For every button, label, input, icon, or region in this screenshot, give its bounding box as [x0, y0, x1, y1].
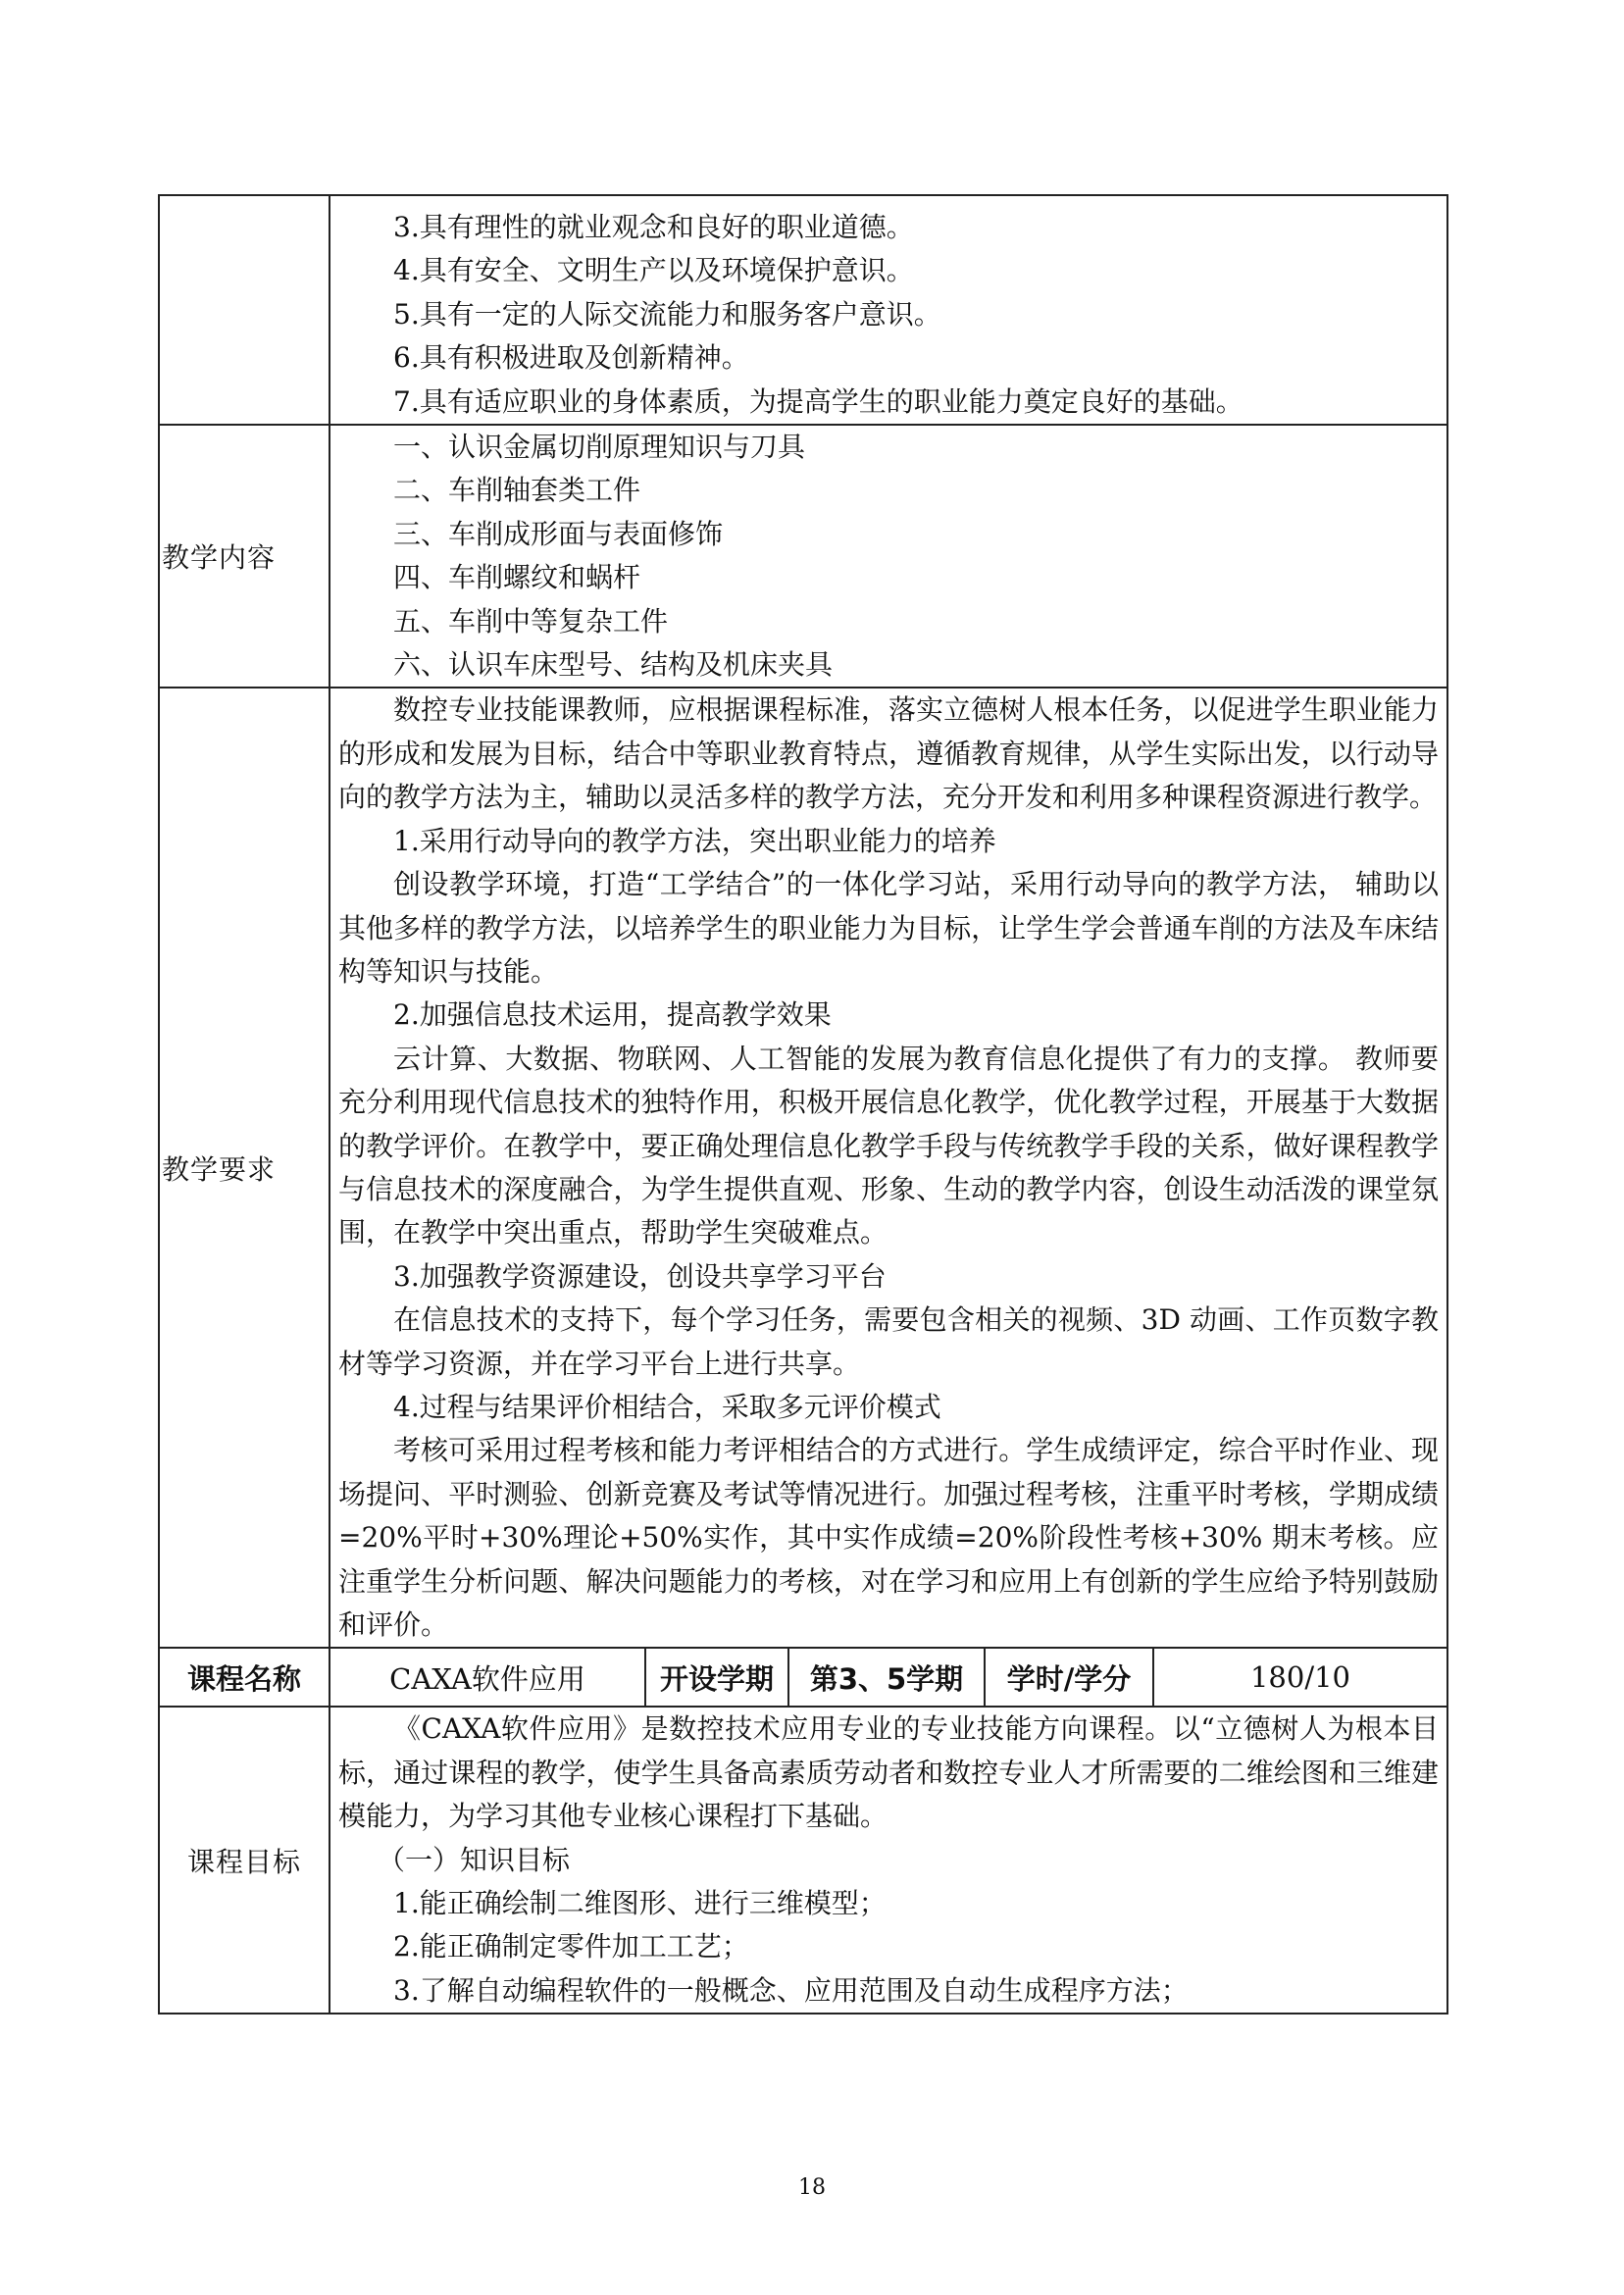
requirement-paragraph: 在信息技术的支持下，每个学习任务，需要包含相关的视频、3D 动画、工作页数字教材等学习资源，并在学习平台上进行共享。 [338, 1303, 1440, 1380]
teaching-content-list [330, 425, 1447, 688]
teaching-content-label: 教学内容 [159, 425, 330, 688]
teaching-requirements-row [159, 688, 1447, 1648]
goals-item: 3.了解自动编程软件的一般概念、应用范围及自动生成程序方法； [393, 1973, 1189, 2007]
requirement-paragraph: 创设教学环境，打造“工学结合”的一体化学习站，采用行动导向的教学方法， 辅助以其他多样的教学方法，以培养学生的职业能力为目标，让学生学会普通车削的方法及车床结构等知识与技能。 [338, 868, 1440, 988]
qualities-content [330, 195, 1447, 425]
course-goals-label: 课程目标 [159, 1707, 330, 2014]
content-item: 二、车削轴套类工件 [393, 474, 641, 507]
course-goals-row [159, 1707, 1447, 2014]
goals-subheading: （一）知识目标 [378, 1843, 571, 1876]
goals-item: 2.能正确制定零件加工工艺； [393, 1930, 749, 1964]
requirement-heading: 4.过程与结果评价相结合，采取多元评价模式 [393, 1390, 941, 1423]
course-name-label: 课程名称 [159, 1648, 330, 1707]
content-item: 三、车削成形面与表面修饰 [393, 517, 724, 550]
hours-value: 180/10 [1153, 1648, 1447, 1707]
content-item: 五、车削中等复杂工件 [393, 604, 669, 638]
course-name-value: CAXA软件应用 [330, 1648, 645, 1707]
requirement-heading: 1.采用行动导向的教学方法，突出职业能力的培养 [393, 824, 996, 857]
page-number: 18 [798, 2175, 826, 2200]
quality-item: 3.具有理性的就业观念和良好的职业道德。 [393, 211, 914, 243]
goals-paragraph: 《CAXA软件应用》是数控技术应用专业的专业技能方向课程。以“立德树人为根本目标，通过课程的教学，使学生具备高素质劳动者和数控专业人才所需要的二维绘图和三维建模能力，为学习其他专业核心课程打下基础。 [338, 1712, 1440, 1833]
quality-item: 7.具有适应职业的身体素质，为提高学生的职业能力奠定良好的基础。 [393, 384, 1243, 418]
semester-value: 第3、5学期 [788, 1648, 985, 1707]
goals-item: 1.能正确绘制二维图形、进行三维模型； [393, 1887, 887, 1920]
course-goals-text [330, 1707, 1447, 2014]
content-item: 一、认识金属切削原理知识与刀具 [393, 431, 806, 464]
semester-label: 开设学期 [645, 1648, 788, 1707]
requirement-heading: 2.加强信息技术运用，提高教学效果 [393, 998, 832, 1032]
content-item: 六、认识车床型号、结构及机床夹具 [393, 648, 834, 682]
curriculum-table [158, 194, 1448, 2014]
teaching-requirements-text [330, 688, 1447, 1648]
requirement-paragraph: 考核可采用过程考核和能力考评相结合的方式进行。学生成绩评定，综合平时作业、现场提问、平时测验、创新竞赛及考试等情况进行。加强过程考核，注重平时考核，学期成绩=20%平时+30%理论+50%实作，其中实作成绩=20%阶段性考核+30% 期末考核。应注重学生分析问题、解决问题能力的考核，对在学习和应用上有创新的学生应给予特别鼓励和评价。 [338, 1434, 1440, 1641]
requirement-paragraph: 数控专业技能课教师，应根据课程标准，落实立德树人根本任务，以促进学生职业能力的形成和发展为目标，结合中等职业教育特点，遵循教育规律，从学生实际出发，以行动导向的教学方法为主，辅助以灵活多样的教学方法，充分开发和利用多种课程资源进行教学。 [338, 693, 1440, 814]
hours-label: 学时/学分 [985, 1648, 1153, 1707]
course-header-row [159, 1648, 1447, 1707]
teaching-requirements-label: 教学要求 [159, 688, 330, 1648]
qualities-row [159, 195, 1447, 425]
requirement-paragraph: 云计算、大数据、物联网、人工智能的发展为教育信息化提供了有力的支撑。 教师要充分利用现代信息技术的独特作用，积极开展信息化教学，优化教学过程，开展基于大数据的教学评价。在教学中，要正确处理信息化教学手段与传统教学手段的关系，做好课程教学与信息技术的深度融合，为学生提供直观、形象、生动的教学内容，创设生动活泼的课堂氛围，在教学中突出重点，帮助学生突破难点。 [338, 1042, 1440, 1250]
requirement-heading: 3.加强教学资源建设，创设共享学习平台 [393, 1259, 887, 1293]
content-item: 四、车削螺纹和蜗杆 [393, 561, 641, 594]
teaching-content-row [159, 425, 1447, 688]
quality-item: 6.具有积极进取及创新精神。 [393, 341, 749, 375]
quality-item: 5.具有一定的人际交流能力和服务客户意识。 [393, 297, 941, 331]
qualities-label-cell [159, 195, 330, 425]
quality-item: 4.具有安全、文明生产以及环境保护意识。 [393, 254, 914, 287]
